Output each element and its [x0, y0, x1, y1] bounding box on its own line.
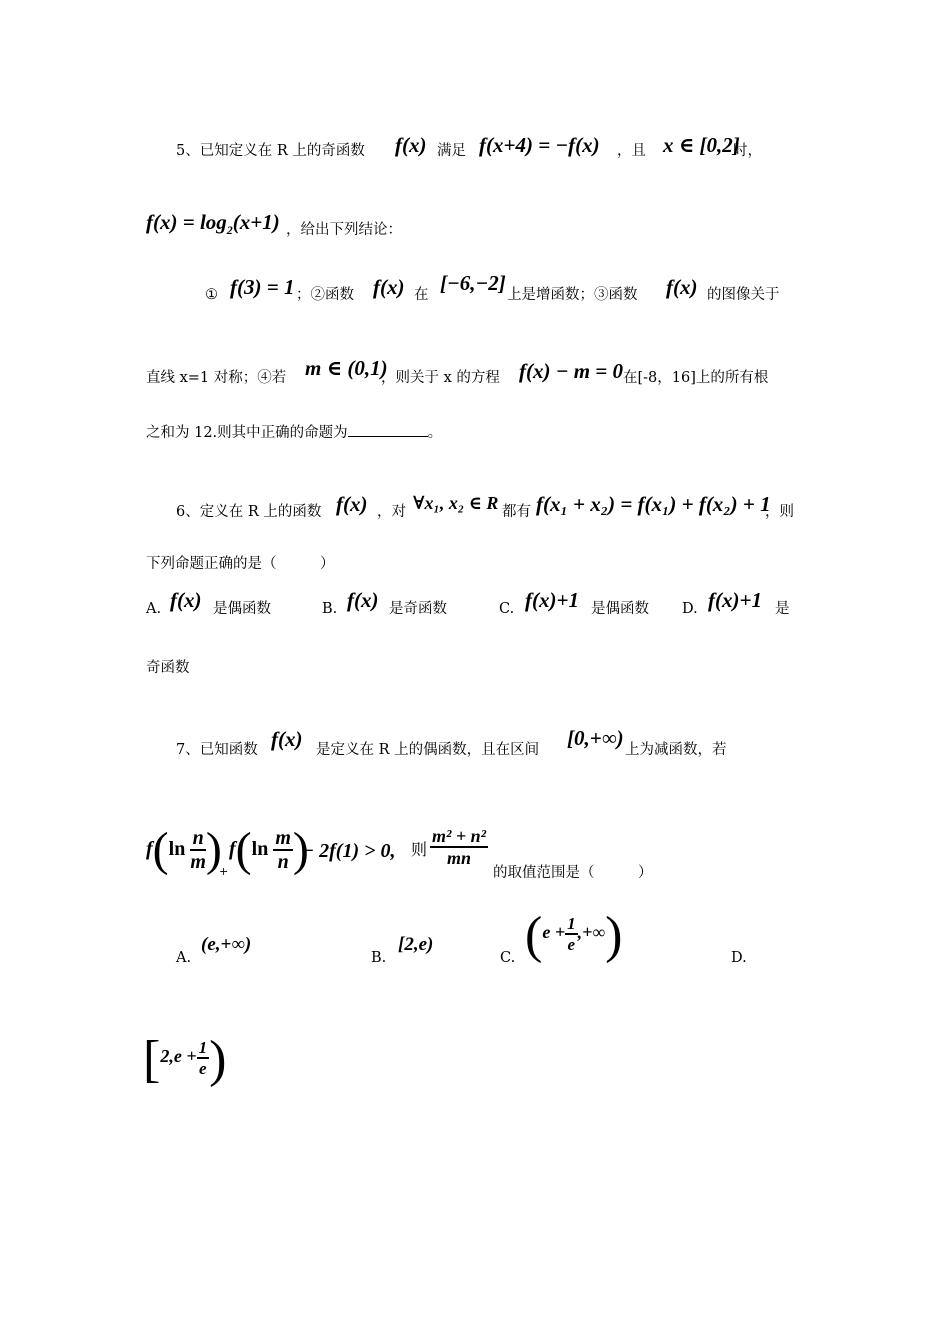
q6-then: ，则 [765, 504, 794, 520]
q6-fx: f(x) [336, 492, 368, 516]
q6-option-b-label: B. [322, 601, 338, 617]
q7-option-a-label: A. [176, 950, 192, 966]
q5-give: ，给出下列结论： [286, 222, 402, 238]
q6-for-all-pre: ，对 [377, 504, 406, 520]
q7-range-text: 的取值范围是（ ） [493, 865, 653, 881]
q5-fx: f(x) [395, 133, 427, 157]
q7-option-a-math: (e,+∞) [201, 934, 252, 955]
q6-option-d-math: f(x)+1 [708, 588, 762, 612]
q5-satisfies: 满足 [437, 143, 466, 159]
q6-equation: f(x₁ + x₂) = f(x₁) + f(x₂) + 1 [536, 492, 771, 516]
q6-option-c-label: C. [499, 601, 515, 617]
q7-intro: 7、已知函数 [176, 742, 258, 758]
q6-option-c-math: f(x)+1 [525, 588, 579, 612]
q5-when: 时， [733, 143, 762, 159]
q7-mid: 是定义在 R 上的偶函数，且在区间 [316, 742, 540, 758]
q5-conclusion-3-f: f(x) [666, 275, 698, 299]
q6-option-a-label: A. [146, 601, 162, 617]
q5-conclusion-2-interval: [−6,−2] [440, 271, 506, 295]
q6-option-c-text: 是偶函数 [591, 601, 649, 617]
q6-option-a-math: f(x) [170, 588, 202, 612]
q7-option-c-label: C. [500, 950, 516, 966]
q7-inequality-term1: f(ln $\frac{n}{m}$ ) [146, 823, 222, 876]
q6-question: 下列命题正确的是（ ） [146, 556, 335, 572]
q6-option-b-math: f(x) [347, 588, 379, 612]
q7-plus: + [219, 865, 229, 878]
q5-conclusion-1-mark: ① [205, 287, 218, 303]
q6-option-d-text: 是 [775, 601, 790, 617]
q5-conclusion-4-m: m ∈ (0,1) [305, 356, 388, 380]
q5-conclusion-1: f(3) = 1 [230, 275, 295, 299]
q6-option-a-text: 是偶函数 [213, 601, 271, 617]
q5-domain: x ∈ [0,2] [663, 133, 740, 157]
q7-option-c-math: (e + $\frac{1}{e}$ ,+∞) [525, 907, 623, 964]
q7-option-b-math: [2,e) [398, 934, 434, 955]
q5-conclusion-4-eq: f(x) − m = 0 [519, 359, 624, 383]
q7-option-d-math: [2,e + $\frac{1}{e}$ ) [143, 1031, 227, 1088]
q7-interval: [0,+∞) [567, 726, 624, 750]
q5-and: ，且 [617, 143, 646, 159]
q7-inequality-term2: f(ln $\frac{m}{n}$ ) [229, 823, 309, 876]
q5-intro: 5、已知定义在 R 上的奇函数 [176, 143, 365, 159]
q7-then: 则 [411, 840, 428, 859]
q5-conclusion-3-post: 的图像关于 [707, 287, 780, 303]
q7-fx: f(x) [271, 727, 303, 751]
q5-conclusion-2-post: 上是增函数；③函数 [507, 287, 638, 303]
q6-option-d-text-cont: 奇函数 [146, 660, 190, 676]
q6-for-all: ∀x₁, x₂ ∈ R [413, 493, 499, 513]
q5-relation: f(x+4) = −f(x) [479, 133, 600, 157]
q6-option-d-label: D. [682, 601, 698, 617]
q5-last-line: 之和为 12.则其中正确的命题为 。 [146, 425, 443, 441]
q7-post: 上为减函数，若 [625, 742, 727, 758]
q7-option-b-label: B. [371, 950, 387, 966]
q5-line2-pre: 直线 x=1 对称；④若 [146, 370, 287, 386]
q5-answer-blank [348, 424, 428, 437]
q5-conclusion-4-mid: ，则关于 x 的方程 [381, 370, 500, 386]
q5-definition: $f(x) = \log_2(x+1)$ [146, 210, 280, 238]
q6-option-b-text: 是奇函数 [389, 601, 447, 617]
q7-fraction: $\frac{\text{m² + n²}}{mn}$ [432, 826, 487, 868]
q5-conclusion-2-f: f(x) [373, 275, 405, 299]
q5-conclusion-2-pre: ；②函数 [296, 287, 354, 303]
q6-intro: 6、定义在 R 上的函数 [176, 504, 322, 520]
q7-inequality-tail: − 2f(1) > 0, [302, 840, 396, 862]
q6-have: 都有 [502, 504, 531, 520]
q5-conclusion-2-in: 在 [414, 287, 429, 303]
q5-conclusion-4-post: 在[-8，16]上的所有根 [623, 370, 769, 386]
q7-option-d-label: D. [731, 950, 747, 966]
